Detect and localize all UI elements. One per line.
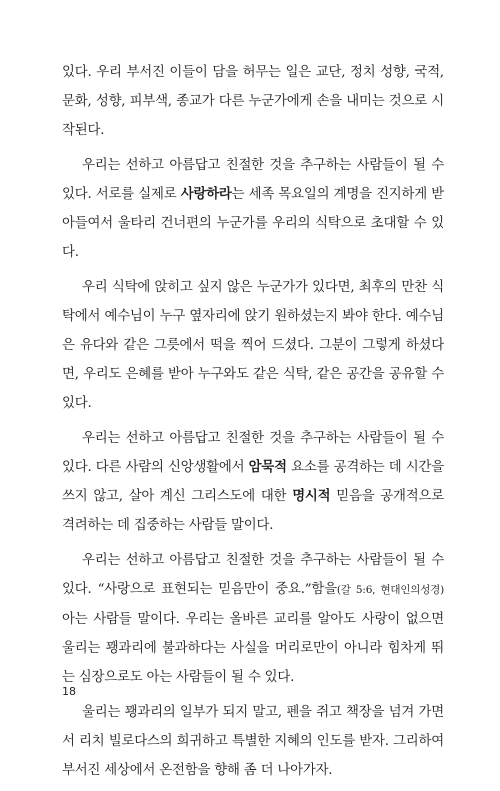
paragraph-6 (62, 698, 444, 785)
text-segment: 울리는 꽹과리의 일부가 되지 말고, 펜을 쥐고 책장을 넘겨 가면서 리치 빌로다스의 희귀하고 특별한 지혜의 인도를 받자. 그리하여 부서진 세상에서 온전함을 향해 좀 더 나아가자. (62, 705, 444, 778)
text-segment: 우리는 선하고 아름답고 친절한 것을 추구하는 사람들이 될 수 있다. 다른 사람의 신앙생활에서 (62, 431, 444, 475)
page-number: 18 (62, 685, 76, 698)
paragraph-5 (62, 546, 444, 692)
text-segment: 아는 사람들 말이다. 우리는 올바른 교리를 알아도 사랑이 없으면 울리는 꽹과리에 불과하다는 사실을 머리로만이 아니라 힘차게 뛰는 심장으로도 아는 사람들이 될 수 있다. (62, 612, 444, 685)
text-segment: 믿음을 공개적으로 격려하는 데 집중하는 사람들 말이다. (62, 489, 444, 533)
emphasis-text: 명시적 (292, 488, 331, 504)
text-segment: 우리는 선하고 아름답고 친절한 것을 추구하는 사람들이 될 수 있다. 서로를 실제로 (62, 158, 444, 202)
paragraph-4 (62, 424, 444, 540)
body-text (62, 58, 444, 791)
bible-citation: (갈 5:6, 현대인의성경) (336, 584, 445, 596)
paragraph-3 (62, 273, 444, 418)
paragraph-2 (62, 151, 444, 267)
text-segment: 우리는 선하고 아름답고 친절한 것을 추구하는 사람들이 될 수 있다. “사랑으로 표현되는 믿음만이 중요.”함을 (62, 553, 444, 597)
paragraph-1 (62, 58, 444, 145)
text-segment: 요소를 공격하는 데 시간을 쓰지 않고, 살아 계신 그리스도에 대한 (62, 460, 444, 504)
text-segment: 는 세족 목요일의 계명을 진지하게 받아들여서 울타리 건너편의 누군가를 우리의 식탁으로 초대할 수 있다. (62, 187, 444, 260)
text-segment: 있다. 우리 부서진 이들이 담을 허무는 일은 교단, 정치 성향, 국적, 문화, 성향, 피부색, 종교가 다른 누군가에게 손을 내미는 것으로 시작된다. (62, 65, 444, 138)
emphasis-text: 암묵적 (248, 459, 287, 475)
emphasis-text: 사랑하라 (180, 186, 232, 202)
text-segment: 우리 식탁에 앉히고 싶지 않은 누군가가 있다면, 최후의 만찬 식탁에서 예수님이 누구 옆자리에 앉기 원하셨는지 봐야 한다. 예수님은 유다와 같은 그릇에서 떡을 찍어 드셨다. 그분이 그렇게 하셨다면, 우리도 은혜를 받아 누구와도 같은 식탁, 같은 공간을 공유할 수 있다. (62, 280, 444, 411)
